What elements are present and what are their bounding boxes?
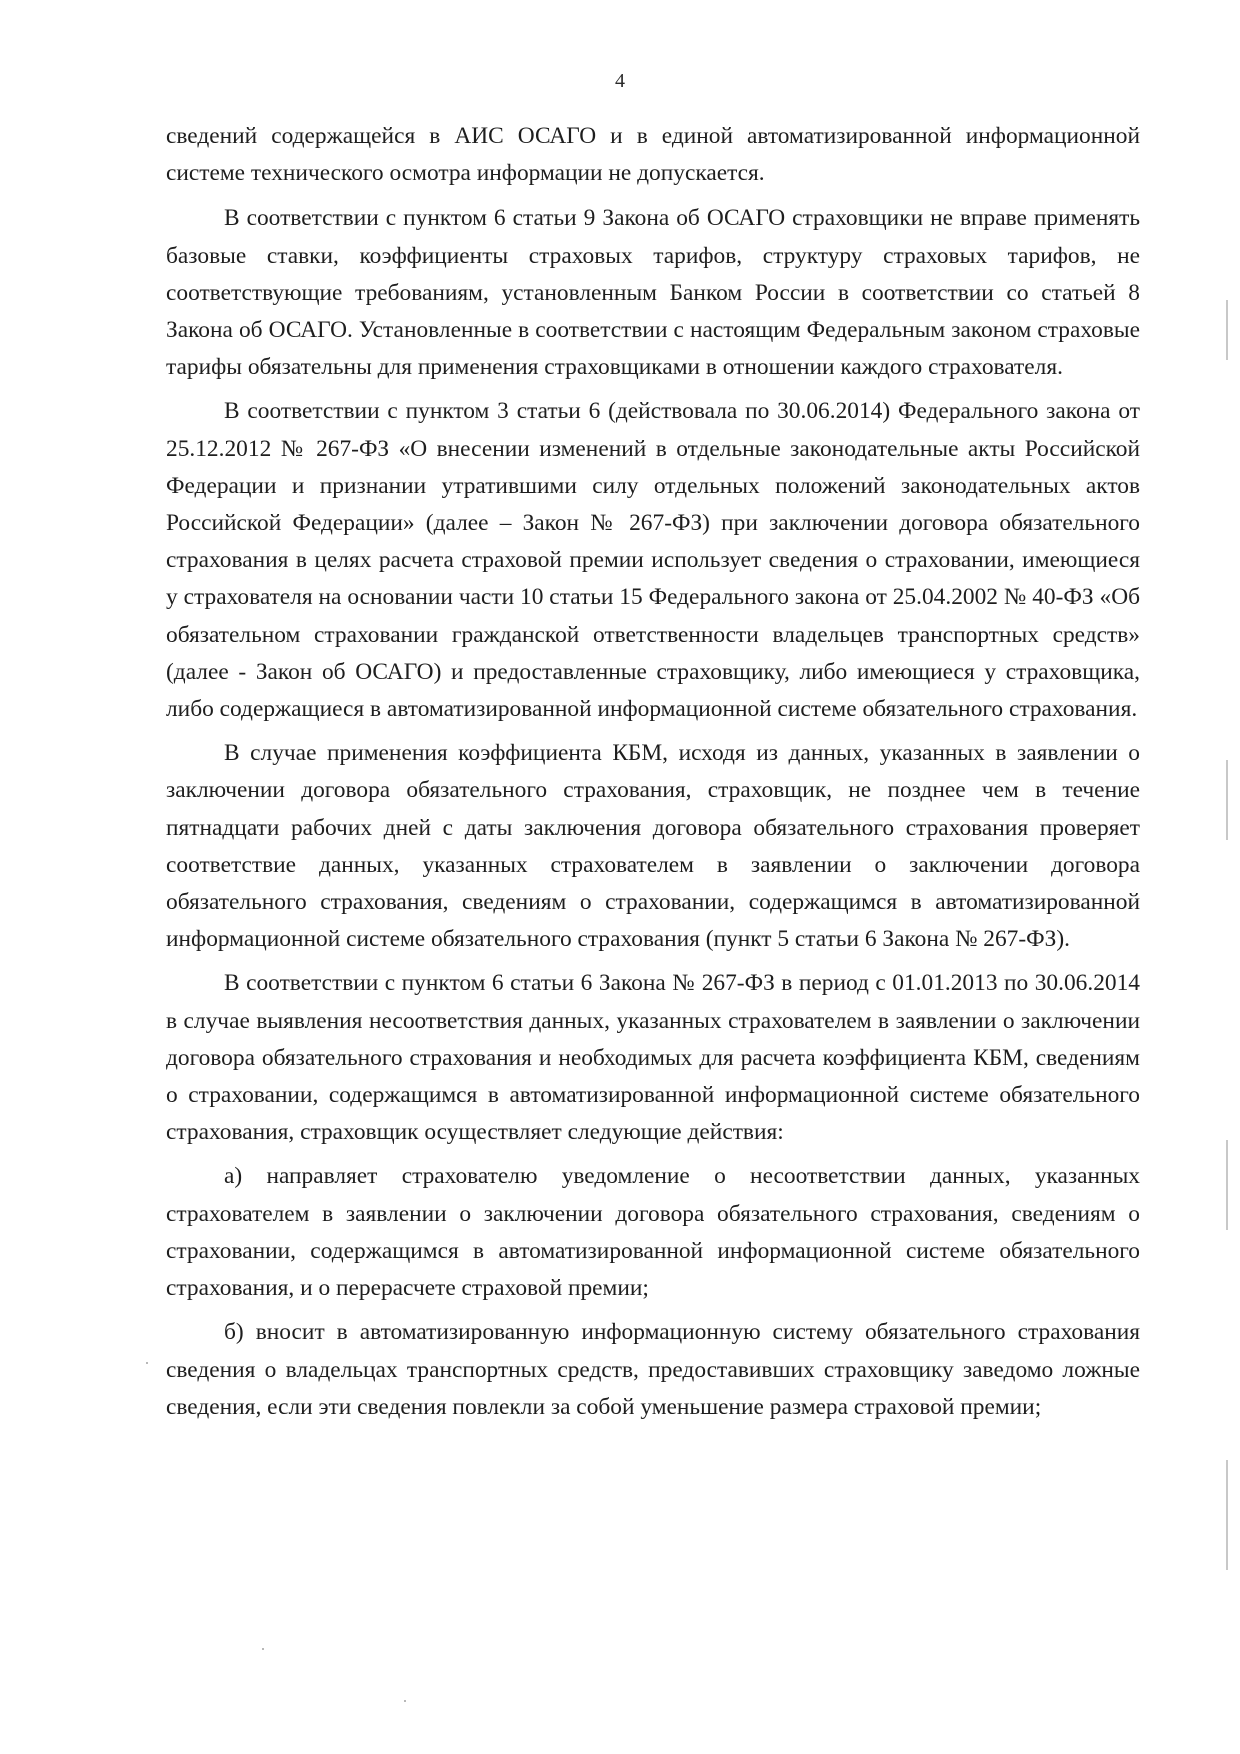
paragraph-law-267-fz-point-3: В соответствии с пунктом 3 статьи 6 (действовала по 30.06.2014) Федерального закона от 25.12.2012 № 267-ФЗ «О внесении изменений в отдельные законодательные акты Российской Федерации и признании утратившими силу отдельных положений законодательных актов Российской Федерации» (далее – Закон № 267-ФЗ) при заключении договора обязательного страхования в целях расчета страховой премии использует сведения о страховании, имеющиеся у страхователя на основании части 10 статьи 15 Федерального закона от 25.04.2002 № 40-ФЗ «Об обязательном страховании гражданской ответственности владельцев транспортных средств» (далее - Закон об ОСАГО) и предоставленные страховщику, либо имеющиеся у страховщика, либо содержащиеся в автоматизированной информационной системе обязательного страхования. — [166, 398, 1140, 723]
scan-artifact — [1226, 1460, 1228, 1570]
paragraph-continuation: сведений содержащейся в АИС ОСАГО и в единой автоматизированной информационной системе технического осмотра информации не допускается. — [166, 123, 1140, 187]
scan-artifact — [146, 1362, 148, 1364]
page-number: 4 — [615, 70, 625, 92]
scan-artifact — [1226, 760, 1228, 840]
paragraph-osago-tariffs: В соответствии с пунктом 6 статьи 9 Закона об ОСАГО страховщики не вправе применять базовые ставки, коэффициенты страховых тарифов, структуру страховых тарифов, не соответствующие требованиям, установленным Банком России в соответствии со статьей 8 Закона об ОСАГО. Установленные в соответствии с настоящим Федеральным законом страховые тарифы обязательны для применения страховщиками в отношении каждого страхователя. — [166, 205, 1140, 381]
list-item-a: а) направляет страхователю уведомление о несоответствии данных, указанных страхователем в заявлении о заключении договора обязательного страхования, сведениям о страховании, содержащимся в автоматизированной информационной системе обязательного страхования, и о перерасчете страховой премии; — [166, 1163, 1140, 1302]
scan-artifact — [1226, 300, 1228, 360]
paragraph-law-267-fz-point-6: В соответствии с пунктом 6 статьи 6 Закона № 267-ФЗ в период с 01.01.2013 по 30.06.2014 в случае выявления несоответствия данных, указанных страхователем в заявлении о заключении договора обязательного страхования и необходимых для расчета коэффициента КБМ, сведениям о страховании, содержащимся в автоматизированной информационной системе обязательного страхования, страховщик осуществляет следующие действия: — [166, 970, 1140, 1146]
scan-artifact — [404, 1700, 406, 1702]
list-item-b: б) вносит в автоматизированную информационную систему обязательного страхования сведения о владельцах транспортных средств, предоставивших страховщику заведомо ложные сведения, если эти сведения повлекли за собой уменьшение размера страховой премии; — [166, 1319, 1140, 1420]
document-body — [166, 118, 1140, 1426]
paragraph-kbm-verification: В случае применения коэффициента КБМ, исходя из данных, указанных в заявлении о заключении договора обязательного страхования, страховщик, не позднее чем в течение пятнадцати рабочих дней с даты заключения договора обязательного страхования проверяет соответствие данных, указанных страхователем в заявлении о заключении договора обязательного страхования, сведениям о страховании, содержащимся в автоматизированной информационной системе обязательного страхования (пункт 5 статьи 6 Закона № 267-ФЗ). — [166, 740, 1140, 953]
scan-artifact — [262, 1648, 264, 1650]
scan-artifact — [1226, 1140, 1228, 1230]
